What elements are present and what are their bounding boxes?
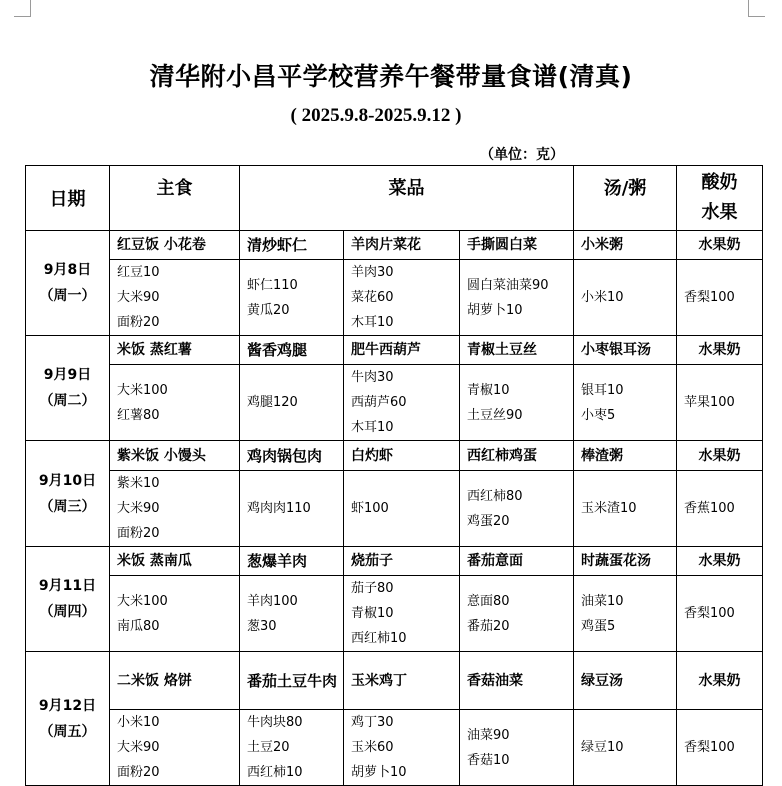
header-fruit: 水果 [701,202,738,223]
day-dish-row [26,231,763,260]
dish-2-ingredient-item: 菜花60 [351,290,394,305]
page-corner-mark-right [748,0,765,17]
staple-name: 红豆饭 小花卷 [110,231,240,260]
fruit-ingredient-item: 香梨100 [684,290,735,305]
dish-1-ingredient-item: 黄瓜20 [247,302,290,318]
day-date: 9月10日 [38,472,97,489]
staple-ingredient-item: 面粉20 [117,765,160,780]
dish-1-ingredient-item: 牛肉块80 [247,715,303,730]
staple-name: 米饭 蒸南瓜 [110,547,240,576]
dish-2-name: 白灼虾 [344,441,460,471]
dish-2-ingredient-item: 西葫芦60 [351,395,407,410]
staple-ingredient-item: 大米90 [117,290,160,305]
dish-1-ingredient-item: 鸡肉肉110 [247,501,311,516]
dish-1-ingredient-item: 羊肉100 [247,593,298,609]
soup-ingredient-cell [574,471,677,547]
dish-3-name: 青椒土豆丝 [460,336,574,365]
day-weekday: （周四） [39,604,96,620]
fruit-ingredient-item: 香蕉100 [684,501,735,516]
dish-2-ingredient-item: 鸡丁30 [351,715,394,730]
dish-1-name: 清炒虾仁 [240,231,344,260]
staple-ingredient-cell [110,365,240,441]
fruit-ingredient-cell [677,576,763,652]
header-staple: 主食 [110,166,240,231]
staple-ingredient-cell [110,710,240,786]
dish-2-name: 肥牛西葫芦 [344,336,460,365]
dish-1-ingredient-item: 鸡腿120 [247,395,298,410]
dish-2-ingredient-cell [344,576,460,652]
day-weekday: （周一） [39,288,96,304]
dish-1-ingredient-item: 西红柿10 [247,765,303,780]
dish-3-ingredient-cell [460,710,574,786]
dish-1-name: 葱爆羊肉 [240,547,344,576]
dish-2-ingredient-cell [344,260,460,336]
yogurt-name: 水果奶 [677,441,763,471]
header-yogurt: 酸奶 [701,172,738,193]
day-dish-row [26,336,763,365]
staple-name: 米饭 蒸红薯 [110,336,240,365]
dish-3-name: 番茄意面 [460,547,574,576]
day-date: 9月11日 [38,578,97,594]
day-dish-row [26,547,763,576]
dish-1-ingredient-cell [240,710,344,786]
dish-2-ingredient-item: 茄子80 [351,581,394,596]
dish-3-name: 西红柿鸡蛋 [460,441,574,471]
dish-1-name: 鸡肉锅包肉 [240,441,344,471]
soup-name: 棒渣粥 [574,441,677,471]
page-corner-mark-left [14,0,31,17]
staple-ingredient-item: 面粉20 [117,526,160,541]
staple-name: 二米饭 烙饼 [110,652,240,710]
menu-table [25,165,763,786]
dish-3-ingredient-cell [460,576,574,652]
unit-label: （单位：克） [480,147,564,163]
staple-ingredient-item: 南瓜80 [117,618,160,634]
staple-ingredient-item: 面粉20 [117,315,160,330]
fruit-ingredient-item: 苹果100 [684,395,735,410]
staple-ingredient-item: 红薯80 [117,407,160,423]
dish-3-ingredient-item: 西红柿80 [467,488,523,504]
day-dish-row [26,441,763,471]
dish-1-ingredient-cell [240,365,344,441]
staple-ingredient-item: 大米100 [117,382,168,398]
soup-ingredient-item: 小米10 [581,290,624,305]
dish-2-name: 玉米鸡丁 [344,652,460,710]
dish-3-ingredient-cell [460,471,574,547]
dish-3-ingredient-item: 番茄20 [467,618,510,634]
dish-3-ingredient-cell [460,260,574,336]
staple-name: 紫米饭 小馒头 [110,441,240,471]
dish-2-ingredient-cell [344,365,460,441]
day-dish-row [26,652,763,710]
dish-3-ingredient-item: 意面80 [467,593,510,609]
staple-ingredient-item: 大米90 [117,740,160,755]
dish-1-name: 酱香鸡腿 [240,336,344,365]
staple-ingredient-cell [110,260,240,336]
day-date-cell [26,441,110,547]
yogurt-name: 水果奶 [677,652,763,710]
yogurt-name: 水果奶 [677,336,763,365]
soup-ingredient-cell [574,260,677,336]
header-soup: 汤/粥 [574,166,677,231]
day-date-cell [26,231,110,336]
dish-1-ingredient-item: 土豆20 [247,740,290,755]
day-weekday: （周五） [39,723,96,740]
dish-2-ingredient-item: 虾100 [351,501,389,516]
staple-ingredient-cell [110,576,240,652]
soup-ingredient-item: 小枣5 [581,407,616,423]
dish-3-name: 手撕圆白菜 [460,231,574,260]
day-date-cell [26,336,110,441]
fruit-ingredient-item: 香梨100 [684,606,735,621]
date-range: ( 2025.9.8-2025.9.12 ) [290,105,462,126]
header-date: 日期 [26,166,110,231]
staple-ingredient-item: 紫米10 [117,476,160,491]
day-date-cell [26,652,110,786]
soup-ingredient-item: 鸡蛋5 [581,618,616,634]
day-ingredient-row [26,260,763,336]
dish-1-ingredient-cell [240,260,344,336]
day-date: 9月12日 [38,697,97,714]
day-ingredient-row [26,365,763,441]
dish-2-ingredient-item: 木耳10 [351,420,394,435]
soup-ingredient-cell [574,365,677,441]
dish-3-ingredient-item: 胡萝卜10 [467,302,523,318]
dish-3-name: 香菇油菜 [460,652,574,710]
dish-2-ingredient-cell [344,710,460,786]
dish-2-ingredient-item: 木耳10 [351,315,394,330]
dish-2-ingredient-item: 西红柿10 [351,631,407,646]
header-row [26,166,763,231]
fruit-ingredient-item: 香梨100 [684,740,735,755]
soup-ingredient-item: 银耳10 [581,382,624,398]
fruit-ingredient-cell [677,260,763,336]
dish-3-ingredient-item: 圆白菜油菜90 [467,277,549,293]
dish-2-name: 烧茄子 [344,547,460,576]
dish-1-ingredient-item: 葱30 [247,618,277,634]
day-ingredient-row [26,710,763,786]
header-dishes: 菜品 [240,166,574,231]
dish-1-name: 番茄土豆牛肉 [240,652,344,710]
soup-ingredient-cell [574,710,677,786]
staple-ingredient-cell [110,471,240,547]
yogurt-name: 水果奶 [677,231,763,260]
dish-3-ingredient-item: 香菇10 [467,752,510,768]
dish-3-ingredient-item: 鸡蛋20 [467,513,510,529]
dish-2-ingredient-item: 牛肉30 [351,370,394,385]
dish-2-ingredient-item: 玉米60 [351,740,394,755]
dish-2-ingredient-item: 胡萝卜10 [351,765,407,780]
day-date: 9月8日 [43,262,92,278]
soup-name: 绿豆汤 [574,652,677,710]
day-date-cell [26,547,110,652]
soup-name: 小米粥 [574,231,677,260]
day-weekday: （周二） [39,393,96,409]
soup-ingredient-cell [574,576,677,652]
dish-3-ingredient-item: 油菜90 [467,727,510,743]
staple-ingredient-item: 大米90 [117,501,160,516]
dish-2-ingredient-item: 羊肉30 [351,265,394,280]
fruit-ingredient-cell [677,710,763,786]
dish-3-ingredient-item: 青椒10 [467,382,510,398]
soup-name: 小枣银耳汤 [574,336,677,365]
header-yogurt-fruit [677,166,763,231]
dish-2-ingredient-cell [344,471,460,547]
yogurt-name: 水果奶 [677,547,763,576]
dish-1-ingredient-item: 虾仁110 [247,277,298,293]
day-weekday: （周三） [39,498,96,515]
day-ingredient-row [26,471,763,547]
page-title: 清华附小昌平学校营养午餐带量食谱(清真) [149,62,633,91]
dish-3-ingredient-cell [460,365,574,441]
dish-2-name: 羊肉片菜花 [344,231,460,260]
day-ingredient-row [26,576,763,652]
dish-1-ingredient-cell [240,576,344,652]
soup-ingredient-item: 油菜10 [581,593,624,609]
fruit-ingredient-cell [677,471,763,547]
staple-ingredient-item: 红豆10 [117,265,160,280]
dish-3-ingredient-item: 土豆丝90 [467,407,523,423]
soup-name: 时蔬蛋花汤 [574,547,677,576]
staple-ingredient-item: 大米100 [117,593,168,609]
soup-ingredient-item: 绿豆10 [581,740,624,755]
soup-ingredient-item: 玉米渣10 [581,501,637,516]
dish-1-ingredient-cell [240,471,344,547]
staple-ingredient-item: 小米10 [117,715,160,730]
dish-2-ingredient-item: 青椒10 [351,606,394,621]
day-date: 9月9日 [43,367,92,383]
fruit-ingredient-cell [677,365,763,441]
